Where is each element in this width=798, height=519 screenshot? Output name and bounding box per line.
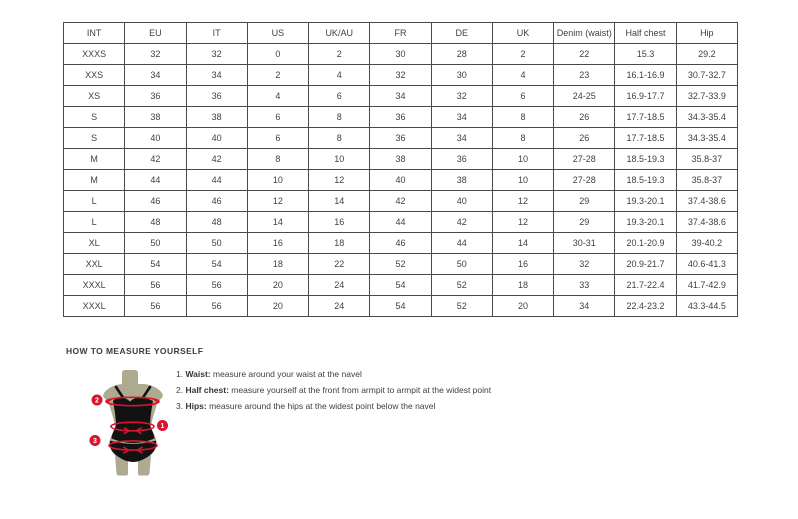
- measure-step-label: Hips:: [185, 401, 207, 411]
- table-cell: XS: [64, 86, 125, 107]
- table-cell: 14: [247, 212, 308, 233]
- table-cell: 8: [309, 107, 370, 128]
- table-cell: 20: [247, 275, 308, 296]
- table-cell: 6: [247, 107, 308, 128]
- table-cell: 38: [125, 107, 186, 128]
- table-cell: 32.7-33.9: [676, 86, 737, 107]
- table-cell: 34: [554, 296, 615, 317]
- column-header: Hip: [676, 23, 737, 44]
- table-row: [64, 107, 738, 128]
- table-cell: 40: [431, 191, 492, 212]
- table-cell: 48: [186, 212, 247, 233]
- table-cell: 8: [309, 128, 370, 149]
- table-cell: 36: [186, 86, 247, 107]
- table-cell: 40.6-41.3: [676, 254, 737, 275]
- column-header: Half chest: [615, 23, 676, 44]
- table-cell: 6: [247, 128, 308, 149]
- table-cell: 22.4-23.2: [615, 296, 676, 317]
- table-row: [64, 275, 738, 296]
- table-cell: 44: [125, 170, 186, 191]
- measure-step-number: 2.: [176, 385, 186, 395]
- table-cell: 50: [186, 233, 247, 254]
- table-cell: 42: [370, 191, 431, 212]
- table-cell: 6: [309, 86, 370, 107]
- table-cell: 30-31: [554, 233, 615, 254]
- table-row: [64, 191, 738, 212]
- table-cell: 46: [370, 233, 431, 254]
- table-cell: 56: [186, 296, 247, 317]
- table-cell: 24: [309, 296, 370, 317]
- table-row: [64, 212, 738, 233]
- table-cell: L: [64, 212, 125, 233]
- measure-step-label: Waist:: [185, 369, 211, 379]
- table-cell: XXXS: [64, 44, 125, 65]
- table-cell: 20: [247, 296, 308, 317]
- table-cell: 36: [370, 107, 431, 128]
- table-cell: 48: [125, 212, 186, 233]
- table-cell: 22: [554, 44, 615, 65]
- table-cell: 35.8-37: [676, 149, 737, 170]
- column-header: INT: [64, 23, 125, 44]
- table-cell: 54: [186, 254, 247, 275]
- table-cell: 27-28: [554, 149, 615, 170]
- table-row: [64, 149, 738, 170]
- badge-waist-number: 1: [160, 423, 165, 431]
- table-cell: 2: [492, 44, 553, 65]
- table-row: [64, 233, 738, 254]
- table-cell: 15.3: [615, 44, 676, 65]
- column-header: IT: [186, 23, 247, 44]
- table-cell: 34.3-35.4: [676, 107, 737, 128]
- table-cell: 38: [186, 107, 247, 128]
- table-cell: 32: [431, 86, 492, 107]
- table-cell: 17.7-18.5: [615, 107, 676, 128]
- measure-step-text: measure around your waist at the navel: [210, 369, 362, 379]
- size-chart-header-row: [64, 23, 738, 44]
- measure-step-number: 3.: [176, 401, 186, 411]
- table-cell: 34: [370, 86, 431, 107]
- table-cell: 56: [125, 296, 186, 317]
- size-chart-table: [63, 22, 738, 317]
- table-cell: 52: [431, 296, 492, 317]
- table-cell: 22: [309, 254, 370, 275]
- table-cell: 56: [125, 275, 186, 296]
- badge-hips: [90, 435, 101, 446]
- table-cell: 2: [309, 44, 370, 65]
- table-cell: 42: [125, 149, 186, 170]
- table-cell: 10: [492, 149, 553, 170]
- column-header: UK: [492, 23, 553, 44]
- table-row: [64, 44, 738, 65]
- table-cell: 18: [247, 254, 308, 275]
- measure-step: [176, 386, 491, 396]
- table-cell: 12: [492, 212, 553, 233]
- table-cell: M: [64, 149, 125, 170]
- table-cell: 16: [492, 254, 553, 275]
- table-cell: 16.1-16.9: [615, 65, 676, 86]
- table-cell: 8: [492, 128, 553, 149]
- table-cell: 40: [125, 128, 186, 149]
- table-cell: 34: [186, 65, 247, 86]
- table-cell: 16.9-17.7: [615, 86, 676, 107]
- measure-step-text: measure around the hips at the widest point below the navel: [206, 401, 436, 411]
- column-header: FR: [370, 23, 431, 44]
- table-cell: 18.5-19.3: [615, 149, 676, 170]
- table-cell: 46: [186, 191, 247, 212]
- table-row: [64, 65, 738, 86]
- table-cell: 12: [492, 191, 553, 212]
- table-row: [64, 86, 738, 107]
- table-cell: 34.3-35.4: [676, 128, 737, 149]
- table-cell: 24: [309, 275, 370, 296]
- table-cell: 4: [309, 65, 370, 86]
- table-cell: XXXL: [64, 275, 125, 296]
- table-cell: 50: [431, 254, 492, 275]
- table-cell: 32: [186, 44, 247, 65]
- table-cell: 36: [431, 149, 492, 170]
- table-cell: 38: [370, 149, 431, 170]
- table-cell: S: [64, 128, 125, 149]
- table-cell: 23: [554, 65, 615, 86]
- table-cell: 34: [125, 65, 186, 86]
- table-cell: 39-40.2: [676, 233, 737, 254]
- table-cell: 18.5-19.3: [615, 170, 676, 191]
- table-cell: 2: [247, 65, 308, 86]
- table-cell: 12: [247, 191, 308, 212]
- table-cell: 29: [554, 212, 615, 233]
- table-cell: 36: [125, 86, 186, 107]
- table-cell: 14: [492, 233, 553, 254]
- table-cell: 19.3-20.1: [615, 191, 676, 212]
- table-cell: 16: [247, 233, 308, 254]
- table-cell: 18: [309, 233, 370, 254]
- table-cell: 54: [370, 296, 431, 317]
- table-cell: 33: [554, 275, 615, 296]
- table-cell: 38: [431, 170, 492, 191]
- table-cell: 44: [370, 212, 431, 233]
- table-cell: 32: [125, 44, 186, 65]
- table-cell: XXL: [64, 254, 125, 275]
- table-cell: 8: [492, 107, 553, 128]
- table-cell: 32: [554, 254, 615, 275]
- table-cell: 14: [309, 191, 370, 212]
- table-cell: 40: [186, 128, 247, 149]
- table-cell: XL: [64, 233, 125, 254]
- table-cell: XXXL: [64, 296, 125, 317]
- table-cell: 30: [370, 44, 431, 65]
- column-header: US: [247, 23, 308, 44]
- table-cell: 10: [247, 170, 308, 191]
- table-cell: 0: [247, 44, 308, 65]
- table-cell: 4: [492, 65, 553, 86]
- table-cell: 17.7-18.5: [615, 128, 676, 149]
- table-cell: 26: [554, 128, 615, 149]
- measure-step-label: Half chest:: [185, 385, 229, 395]
- measure-step-number: 1.: [176, 369, 186, 379]
- badge-half-chest-number: 2: [95, 397, 99, 405]
- column-header: Denim (waist): [554, 23, 615, 44]
- column-header: DE: [431, 23, 492, 44]
- badge-half-chest: [92, 395, 103, 406]
- mannequin-neck: [122, 370, 138, 385]
- table-cell: 21.7-22.4: [615, 275, 676, 296]
- table-cell: 20: [492, 296, 553, 317]
- table-cell: 16: [309, 212, 370, 233]
- table-row: [64, 296, 738, 317]
- table-cell: 6: [492, 86, 553, 107]
- table-cell: 19.3-20.1: [615, 212, 676, 233]
- table-cell: 56: [186, 275, 247, 296]
- table-row: [64, 128, 738, 149]
- table-cell: 29.2: [676, 44, 737, 65]
- table-cell: 32: [370, 65, 431, 86]
- table-cell: 42: [431, 212, 492, 233]
- measure-step-text: measure yourself at the front from armpit to armpit at the widest point: [228, 385, 492, 395]
- measure-step: [176, 370, 491, 380]
- table-cell: 20.9-21.7: [615, 254, 676, 275]
- table-cell: 27-28: [554, 170, 615, 191]
- table-cell: 34: [431, 128, 492, 149]
- table-cell: 30: [431, 65, 492, 86]
- table-cell: 34: [431, 107, 492, 128]
- table-cell: 50: [125, 233, 186, 254]
- table-cell: 46: [125, 191, 186, 212]
- table-cell: 52: [370, 254, 431, 275]
- table-cell: L: [64, 191, 125, 212]
- badge-hips-number: 3: [93, 438, 97, 446]
- table-cell: 54: [370, 275, 431, 296]
- table-cell: 37.4-38.6: [676, 212, 737, 233]
- table-cell: 8: [247, 149, 308, 170]
- table-cell: 40: [370, 170, 431, 191]
- table-cell: S: [64, 107, 125, 128]
- table-cell: 35.8-37: [676, 170, 737, 191]
- size-chart-body: [64, 44, 738, 317]
- table-cell: 36: [370, 128, 431, 149]
- table-cell: 41.7-42.9: [676, 275, 737, 296]
- column-header: UK/AU: [309, 23, 370, 44]
- table-cell: 44: [186, 170, 247, 191]
- measure-steps: [176, 370, 491, 418]
- table-cell: 43.3-44.5: [676, 296, 737, 317]
- table-cell: 12: [309, 170, 370, 191]
- table-cell: 10: [309, 149, 370, 170]
- table-cell: 52: [431, 275, 492, 296]
- mannequin-figure: [80, 368, 186, 481]
- table-cell: 44: [431, 233, 492, 254]
- table-cell: 42: [186, 149, 247, 170]
- table-cell: 20.1-20.9: [615, 233, 676, 254]
- table-cell: 37.4-38.6: [676, 191, 737, 212]
- table-cell: M: [64, 170, 125, 191]
- table-cell: XXS: [64, 65, 125, 86]
- table-cell: 29: [554, 191, 615, 212]
- measure-step: [176, 402, 491, 412]
- table-row: [64, 170, 738, 191]
- measure-title: HOW TO MEASURE YOURSELF: [66, 346, 204, 356]
- table-cell: 24-25: [554, 86, 615, 107]
- table-row: [64, 254, 738, 275]
- table-cell: 26: [554, 107, 615, 128]
- table-cell: 18: [492, 275, 553, 296]
- table-cell: 4: [247, 86, 308, 107]
- table-cell: 10: [492, 170, 553, 191]
- badge-waist: [157, 420, 168, 431]
- table-cell: 54: [125, 254, 186, 275]
- column-header: EU: [125, 23, 186, 44]
- table-cell: 28: [431, 44, 492, 65]
- table-cell: 30.7-32.7: [676, 65, 737, 86]
- size-chart-head: [64, 23, 738, 44]
